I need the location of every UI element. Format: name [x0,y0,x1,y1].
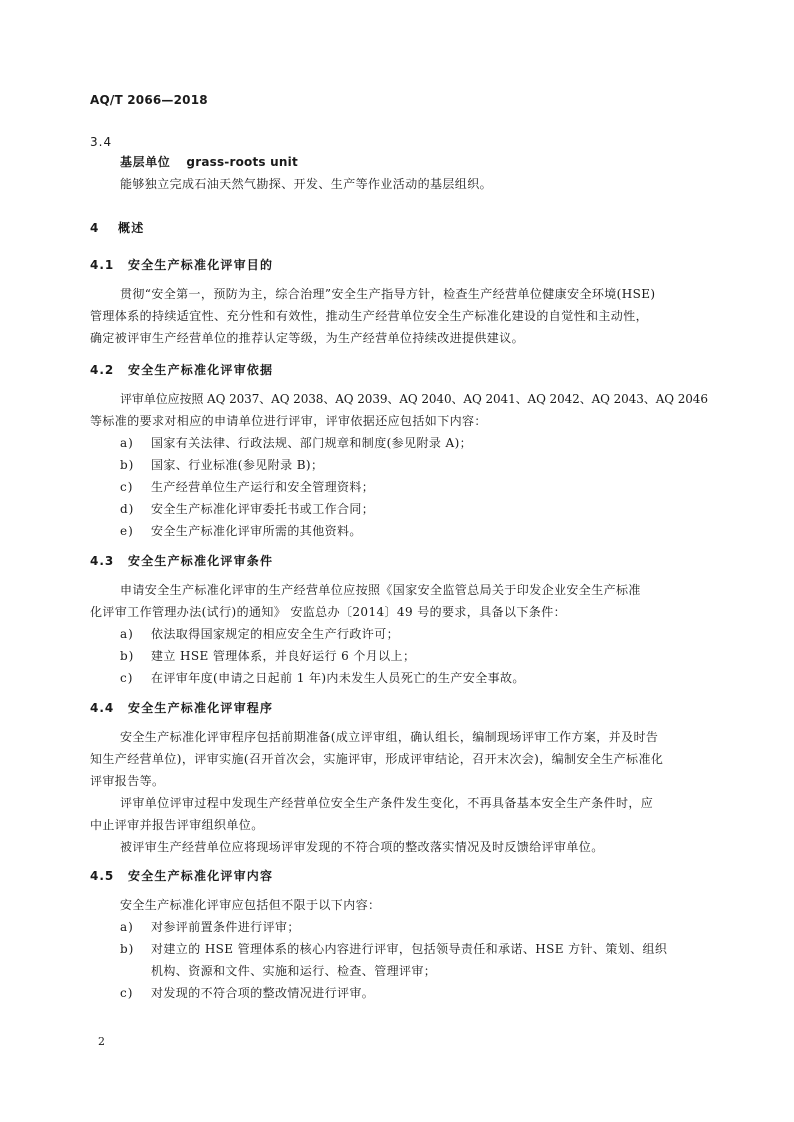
list-item-text: 生产经营单位生产运行和安全管理资料； [151,480,375,494]
term-definition: 能够独立完成石油天然气勘探、开发、生产等作业活动的基层组织。 [120,177,493,191]
paragraph-line: 评审单位应按照 AQ 2037、AQ 2038、AQ 2039、AQ 2040、AQ 2041、AQ 2042、AQ 2043、AQ 2046 [120,392,708,406]
list-marker: b) [120,458,135,472]
list-item-text: 机构、资源和文件、实施和运行、检查、管理评审； [151,964,437,978]
list-marker: a) [120,627,134,641]
list-marker: d) [120,502,135,516]
subsection-title: 安全生产标准化评审依据 [128,363,274,377]
list-item-text: 国家有关法律、行政法规、部门规章和制度(参见附录 A)； [151,436,473,450]
paragraph-line: 评审单位评审过程中发现生产经营单位安全生产条件发生变化，不再具备基本安全生产条件时，应 [120,796,654,810]
subsection-title: 安全生产标准化评审内容 [128,869,274,883]
subsection-heading [90,362,273,378]
subsection-number: 4.5 [90,869,115,883]
subsection-number: 4.1 [90,258,115,272]
subsection-title: 安全生产标准化评审程序 [128,701,274,715]
paragraph-line: 贯彻“安全第一，预防为主，综合治理”安全生产指导方针，检查生产经营单位健康安全环境(HSE) [120,287,656,301]
list-item-text: 国家、行业标准(参见附录 B)； [151,458,324,472]
subsection-heading [90,868,273,884]
subsection-heading [90,700,273,716]
section-title: 概述 [118,221,145,235]
paragraph-line: 管理体系的持续适宜性、充分性和有效性，推动生产经营单位安全生产标准化建设的自觉性和主动性， [90,309,649,323]
clause-number: 3.4 [90,135,113,149]
section-heading [90,220,144,236]
list-item-text: 安全生产标准化评审所需的其他资料。 [151,524,362,538]
paragraph-line: 确定被评审生产经营单位的推荐认定等级，为生产经营单位持续改进提供建议。 [90,331,525,345]
list-marker: b) [120,942,135,956]
list-item-text: 对参评前置条件进行评审； [151,920,300,934]
list-marker: a) [120,920,134,934]
list-item-text: 建立 HSE 管理体系，并良好运行 6 个月以上； [151,649,416,663]
standard-code: AQ/T 2066—2018 [90,93,208,107]
subsection-title: 安全生产标准化评审目的 [128,258,274,272]
paragraph-line: 评审报告等。 [90,774,165,788]
list-marker: c) [120,986,134,1000]
list-item-text: 对发现的不符合项的整改情况进行评审。 [151,986,375,1000]
list-marker: c) [120,480,134,494]
paragraph-line: 被评审生产经营单位应将现场评审发现的不符合项的整改落实情况及时反馈给评审单位。 [120,840,604,854]
paragraph-line: 知生产经营单位)，评审实施(召开首次会，实施评审，形成评审结论，召开末次会)，编制安全生产标准化 [90,752,664,766]
list-item-text: 安全生产标准化评审委托书或工作合同； [151,502,375,516]
term-chinese: 基层单位 [120,155,171,169]
paragraph-line: 申请安全生产标准化评审的生产经营单位应按照《国家安全监管总局关于印发企业安全生产标准 [120,583,641,597]
term-english: grass-roots unit [186,155,298,169]
list-item-text: 依法取得国家规定的相应安全生产行政许可； [151,627,400,641]
paragraph-line: 安全生产标准化评审应包括但不限于以下内容： [120,898,381,912]
subsection-title: 安全生产标准化评审条件 [128,554,274,568]
subsection-number: 4.4 [90,701,115,715]
list-item-text: 对建立的 HSE 管理体系的核心内容进行评审，包括领导责任和承诺、HSE 方针、策划、组织 [151,942,668,956]
term-entry [120,154,298,170]
list-marker: e) [120,524,134,538]
list-item-text: 在评审年度(申请之日起前 1 年)内未发生人员死亡的生产安全事故。 [151,671,525,685]
subsection-number: 4.3 [90,554,115,568]
paragraph-line: 等标准的要求对相应的申请单位进行评审，评审依据还应包括如下内容： [90,414,487,428]
subsection-heading [90,553,273,569]
list-marker: a) [120,436,134,450]
subsection-number: 4.2 [90,363,115,377]
page-number: 2 [98,1035,106,1048]
subsection-heading [90,257,273,273]
list-marker: c) [120,671,134,685]
section-number: 4 [90,221,100,235]
paragraph-line: 中止评审并报告评审组织单位。 [90,818,264,832]
list-marker: b) [120,649,135,663]
paragraph-line: 安全生产标准化评审程序包括前期准备(成立评审组，确认组长，编制现场评审工作方案，并及时告 [120,730,659,744]
paragraph-line: 化评审工作管理办法(试行)的通知》 安监总办〔2014〕49 号的要求，具备以下条件： [90,605,567,619]
